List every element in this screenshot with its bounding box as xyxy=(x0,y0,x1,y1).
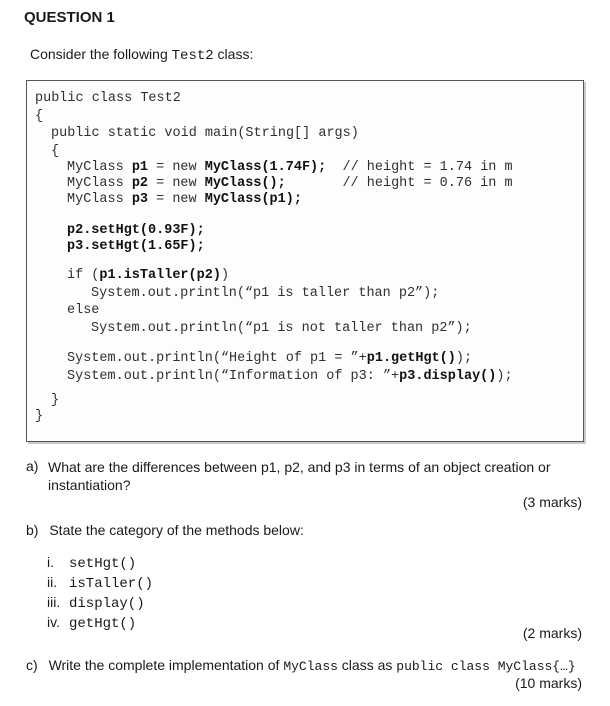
code-line xyxy=(67,160,513,175)
question-b-label: b) xyxy=(26,522,39,538)
code-bold-token: p1.getHgt() xyxy=(366,351,456,366)
code-line: public class Test2 xyxy=(35,91,181,106)
code-line xyxy=(67,239,205,254)
code-bold-token: MyClass(1.74F); xyxy=(204,160,327,175)
code-token: ); xyxy=(496,369,513,384)
method-list-item xyxy=(47,553,153,573)
method-item-number: ii. xyxy=(47,574,58,590)
question-b xyxy=(26,522,304,538)
intro-class-name: Test2 xyxy=(171,48,214,64)
code-bold-token: p2.setHgt(0.93F); xyxy=(67,223,205,238)
method-item-code: setHgt() xyxy=(69,556,137,572)
code-token: if ( xyxy=(67,268,100,283)
code-token: ); xyxy=(455,351,473,366)
method-item-number: iv. xyxy=(47,614,60,630)
code-line: System.out.println(“p1 is taller than p2”); xyxy=(91,286,440,301)
code-line: { xyxy=(51,144,60,159)
code-bold-token: p1 xyxy=(131,160,149,175)
code-bold-token: p3 xyxy=(131,192,149,207)
method-item-code: display() xyxy=(69,596,145,612)
code-token: ) xyxy=(220,268,230,283)
code-line: { xyxy=(35,109,44,124)
code-token: = new xyxy=(148,176,205,191)
code-line xyxy=(67,351,472,366)
code-token: // height = 1.74 in m xyxy=(326,160,513,175)
code-line: System.out.println(“p1 is not taller than p2”); xyxy=(91,321,472,336)
code-bold-token: MyClass(p1); xyxy=(204,192,302,207)
question-c-text-pre: Write the complete implementation of xyxy=(48,657,284,673)
code-line xyxy=(67,192,302,207)
question-a-label: a) xyxy=(26,458,39,474)
code-token: // height = 0.76 in m xyxy=(285,176,513,191)
code-line: } xyxy=(35,409,44,424)
method-item-code: getHgt() xyxy=(69,616,137,632)
code-line: } xyxy=(51,393,60,408)
code-token: = new xyxy=(148,160,205,175)
intro-text-post: class: xyxy=(213,46,254,62)
code-token: MyClass xyxy=(67,160,132,175)
question-a-marks: (3 marks) xyxy=(522,494,582,510)
code-line xyxy=(67,369,513,384)
method-list xyxy=(47,553,153,633)
code-bold-token: MyClass(); xyxy=(204,176,286,191)
code-line xyxy=(67,223,205,238)
code-line xyxy=(67,176,513,191)
question-c-class-declaration: public class MyClass{…} xyxy=(396,659,576,674)
code-token: System.out.println(“Height of p1 = ”+ xyxy=(67,351,367,366)
question-c-class-name: MyClass xyxy=(283,659,338,674)
code-token: MyClass xyxy=(67,192,132,207)
question-c-text-mid: class as xyxy=(337,657,397,673)
method-list-item xyxy=(47,613,153,633)
code-listing xyxy=(26,80,584,442)
code-token: MyClass xyxy=(67,176,132,191)
question-b-text: State the category of the methods below: xyxy=(49,522,304,538)
code-line: else xyxy=(67,303,100,318)
code-token: System.out.println(“Information of p3: ”+ xyxy=(67,369,400,384)
method-item-number: i. xyxy=(47,554,54,570)
code-bold-token: p3.setHgt(1.65F); xyxy=(67,239,205,254)
method-list-item xyxy=(47,593,153,613)
question-c-label: c) xyxy=(26,657,38,673)
question-c-marks: (10 marks) xyxy=(515,675,582,691)
code-bold-token: p1.isTaller(p2) xyxy=(99,268,221,283)
code-line: public static void main(String[] args) xyxy=(51,126,359,141)
method-item-code: isTaller() xyxy=(69,576,154,592)
method-item-number: iii. xyxy=(47,594,61,610)
code-line xyxy=(67,268,229,283)
method-list-item xyxy=(47,573,153,593)
question-intro xyxy=(30,46,253,64)
code-bold-token: p3.display() xyxy=(399,369,497,384)
code-bold-token: p2 xyxy=(131,176,149,191)
question-c xyxy=(26,657,576,674)
question-a-text: What are the differences between p1, p2, and p3 in terms of an object creation or instantiation? xyxy=(48,459,551,493)
question-b-marks: (2 marks) xyxy=(522,625,582,641)
code-token: = new xyxy=(148,192,205,207)
intro-text-pre: Consider the following xyxy=(30,46,172,62)
question-heading: QUESTION 1 xyxy=(24,9,115,26)
